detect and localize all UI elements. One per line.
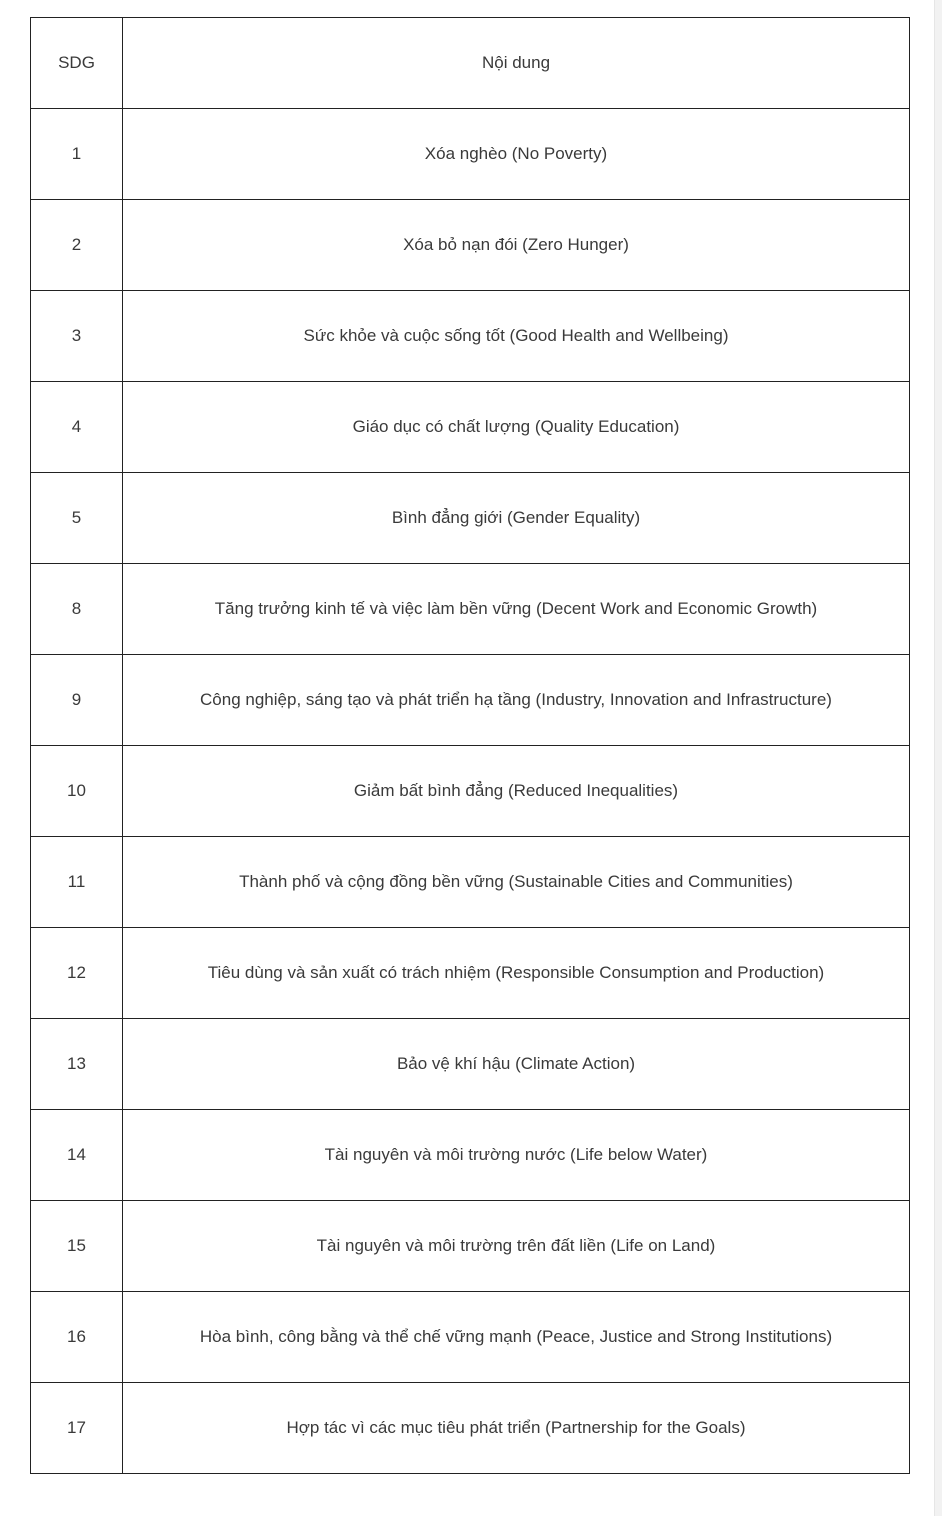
table-row: [31, 473, 910, 564]
sdg-content: Xóa nghèo (No Poverty): [123, 109, 910, 200]
table-row: [31, 200, 910, 291]
table-row: [31, 1383, 910, 1474]
table-row: [31, 291, 910, 382]
scrollbar-track[interactable]: [934, 0, 942, 1516]
table-row: [31, 928, 910, 1019]
table-row: [31, 109, 910, 200]
sdg-content: Tăng trưởng kinh tế và việc làm bền vững (Decent Work and Economic Growth): [123, 564, 910, 655]
table-row: [31, 1201, 910, 1292]
table-header-row: [31, 18, 910, 109]
sdg-number: 14: [31, 1110, 123, 1201]
header-sdg: SDG: [31, 18, 123, 109]
sdg-number: 8: [31, 564, 123, 655]
sdg-number: 4: [31, 382, 123, 473]
sdg-content: Sức khỏe và cuộc sống tốt (Good Health and Wellbeing): [123, 291, 910, 382]
sdg-content: Xóa bỏ nạn đói (Zero Hunger): [123, 200, 910, 291]
sdg-number: 12: [31, 928, 123, 1019]
sdg-number: 13: [31, 1019, 123, 1110]
sdg-content: Tài nguyên và môi trường trên đất liền (Life on Land): [123, 1201, 910, 1292]
sdg-number: 17: [31, 1383, 123, 1474]
sdg-content: Tiêu dùng và sản xuất có trách nhiệm (Responsible Consumption and Production): [123, 928, 910, 1019]
sdg-number: 9: [31, 655, 123, 746]
table-row: [31, 1110, 910, 1201]
table-row: [31, 655, 910, 746]
sdg-number: 1: [31, 109, 123, 200]
table-row: [31, 382, 910, 473]
sdg-content: Hợp tác vì các mục tiêu phát triển (Partnership for the Goals): [123, 1383, 910, 1474]
sdg-table: [30, 17, 910, 1474]
sdg-number: 10: [31, 746, 123, 837]
sdg-number: 11: [31, 837, 123, 928]
sdg-content: Tài nguyên và môi trường nước (Life below Water): [123, 1110, 910, 1201]
sdg-number: 15: [31, 1201, 123, 1292]
sdg-content: Bình đẳng giới (Gender Equality): [123, 473, 910, 564]
sdg-number: 3: [31, 291, 123, 382]
sdg-content: Bảo vệ khí hậu (Climate Action): [123, 1019, 910, 1110]
table-row: [31, 837, 910, 928]
sdg-content: Thành phố và cộng đồng bền vững (Sustainable Cities and Communities): [123, 837, 910, 928]
sdg-content: Công nghiệp, sáng tạo và phát triển hạ tầng (Industry, Innovation and Infrastructure): [123, 655, 910, 746]
sdg-content: Giáo dục có chất lượng (Quality Education): [123, 382, 910, 473]
table-row: [31, 564, 910, 655]
table-row: [31, 1292, 910, 1383]
sdg-number: 5: [31, 473, 123, 564]
table-row: [31, 746, 910, 837]
sdg-number: 2: [31, 200, 123, 291]
header-content: Nội dung: [123, 18, 910, 109]
sdg-number: 16: [31, 1292, 123, 1383]
table-row: [31, 1019, 910, 1110]
sdg-content: Giảm bất bình đẳng (Reduced Inequalities): [123, 746, 910, 837]
sdg-content: Hòa bình, công bằng và thể chế vững mạnh (Peace, Justice and Strong Institutions): [123, 1292, 910, 1383]
sdg-table-body: [31, 18, 910, 1474]
